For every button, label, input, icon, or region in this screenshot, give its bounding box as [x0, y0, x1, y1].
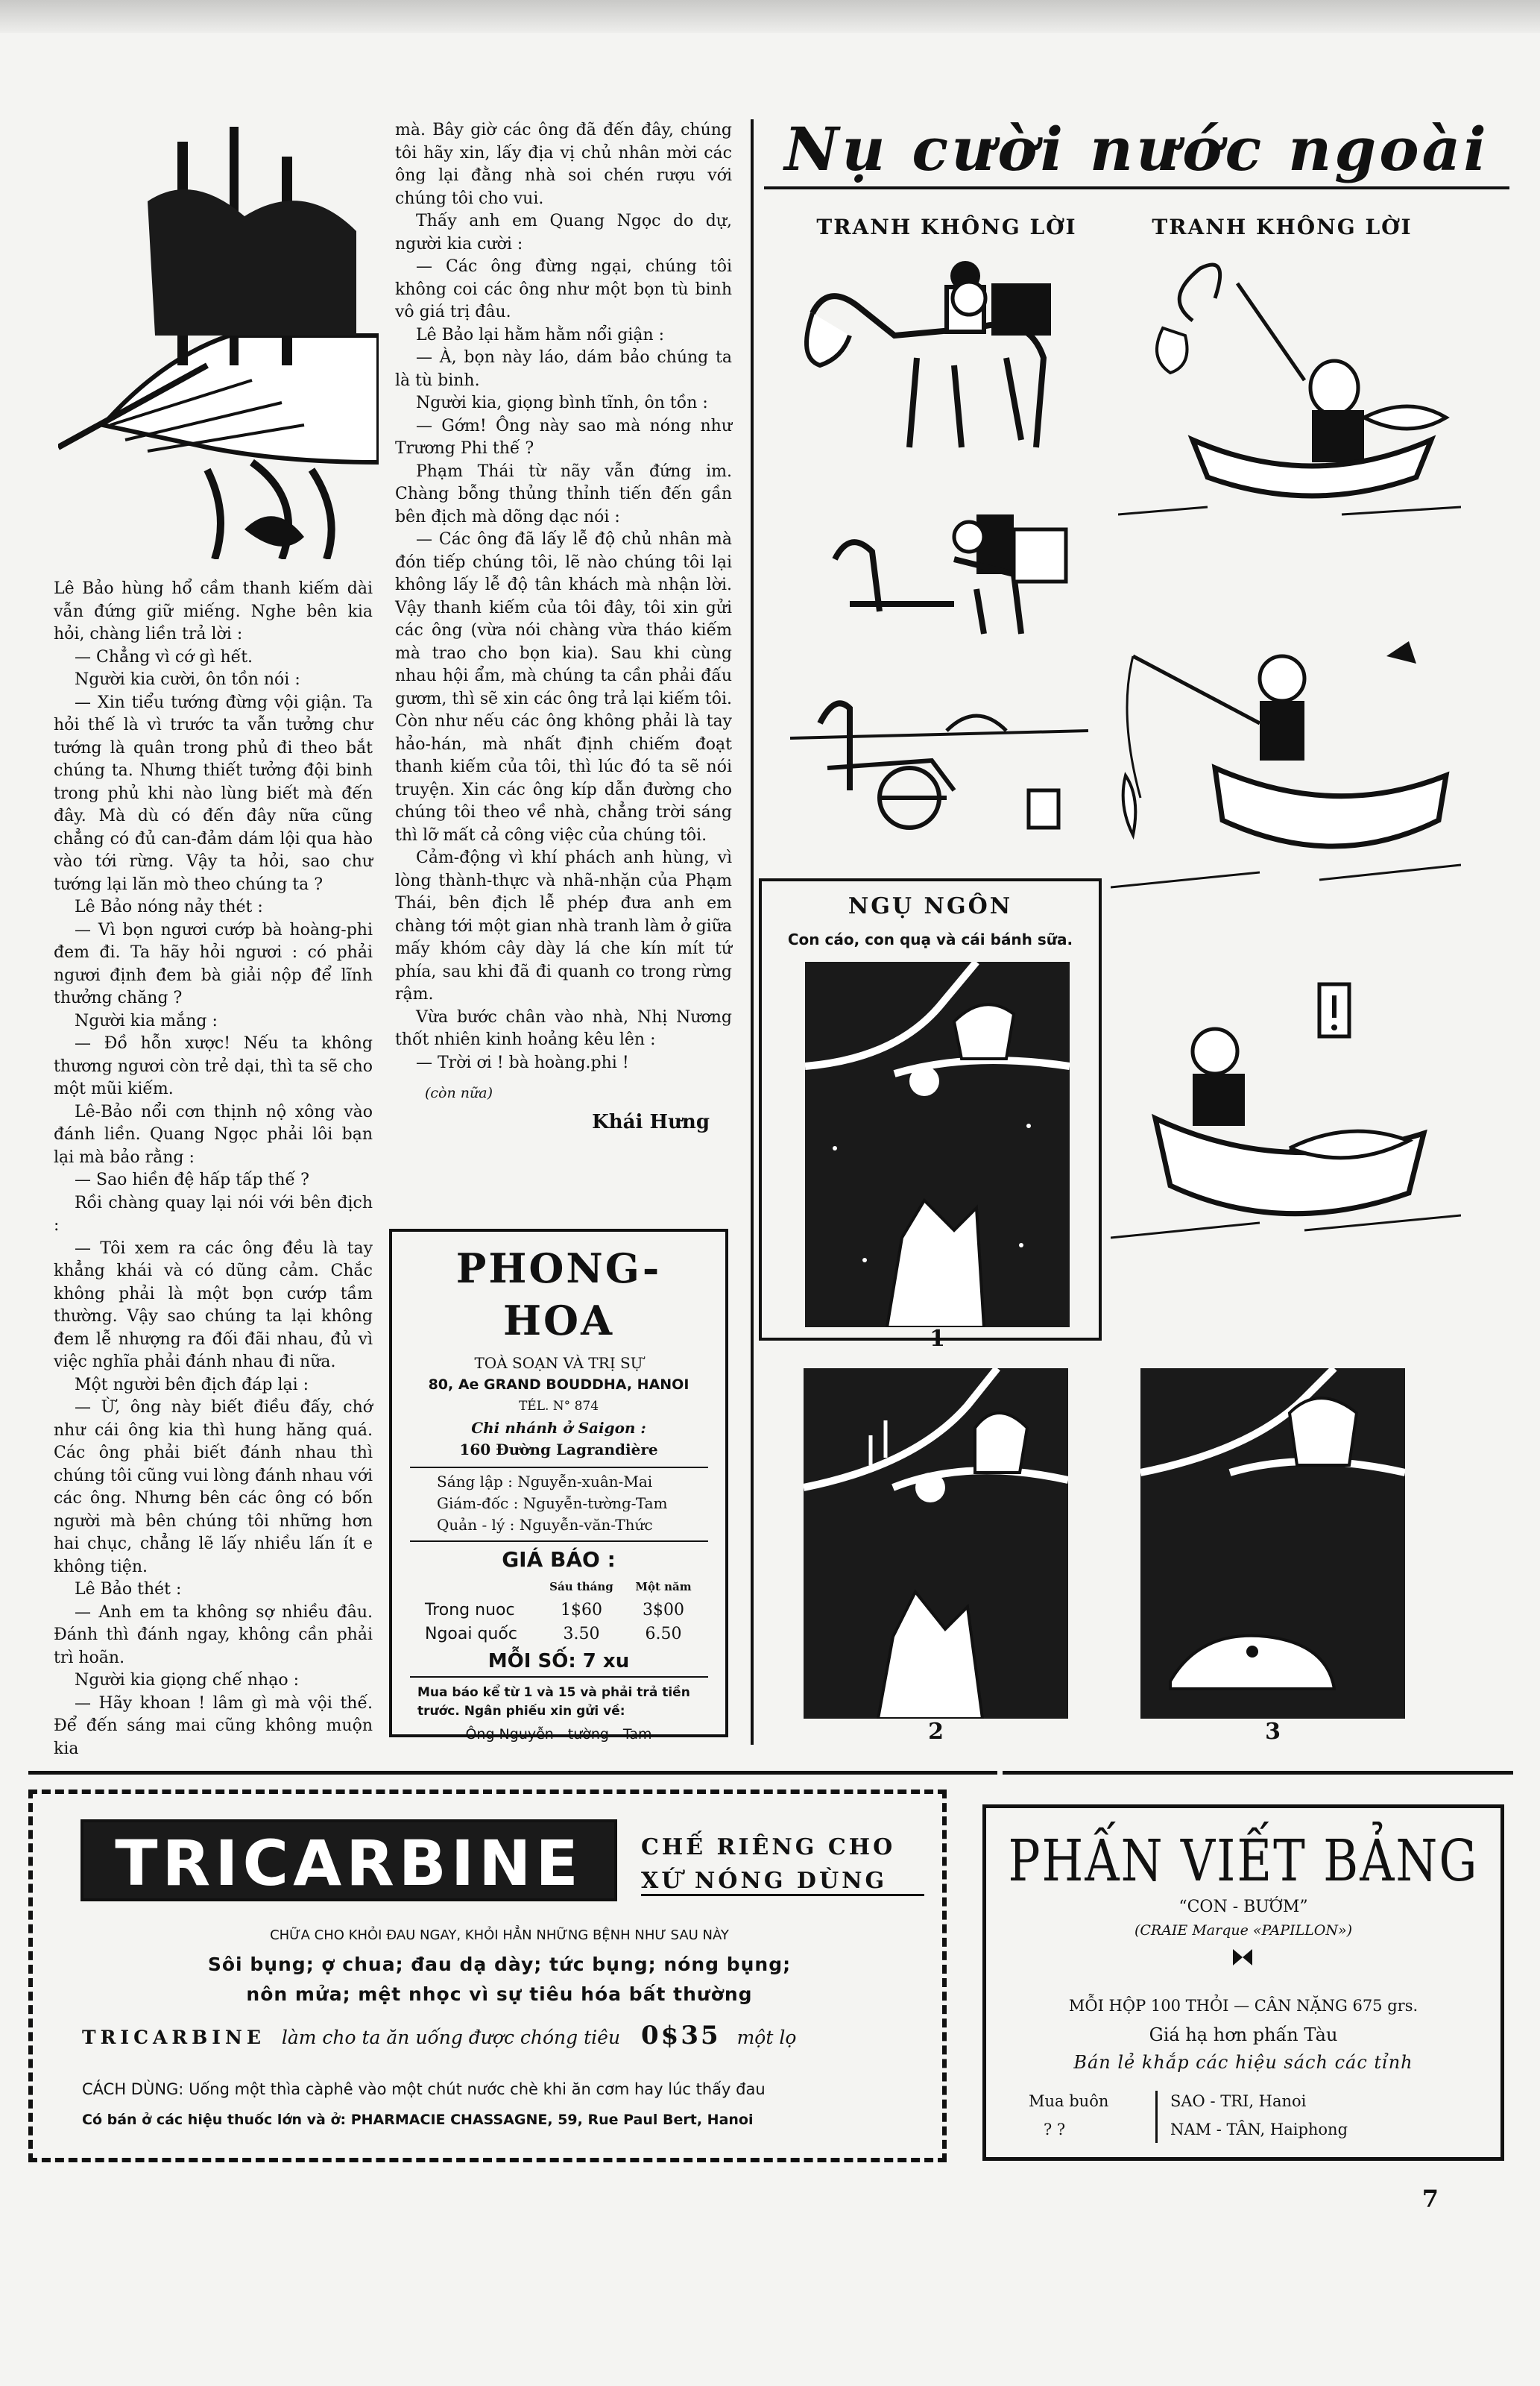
comic-fishing-panel-1 [1118, 254, 1461, 529]
office-label: TOÀ SOẠN VÀ TRỊ SỰ [474, 1354, 643, 1372]
price-col-head: Sáu tháng [549, 1580, 613, 1593]
shop-2: NAM - TÂN, Haiphong [1170, 2121, 1348, 2138]
paragraph: mà. Bây giờ các ông đã đến đây, chúng tôi hãy xin, lấy địa vị chủ nhân mời các ông lại đằng nhà soi chén rượu với chúng tôi cho vui. [395, 121, 732, 208]
staff-role: Giám-đốc : [437, 1494, 519, 1512]
comic-horse-panel-2 [790, 485, 1088, 656]
price-year: 6.50 [645, 1625, 682, 1643]
paragraph: Phạm Thái từ nãy vẫn đứng im. Chàng bỗng thủng thỉnh tiến đến gần bên địch mà dõng dạc nói : [395, 462, 732, 526]
paragraph: Cảm-động vì khí phách anh hùng, vì lòng thành-thực và nhã-nhặn của Phạm Thái, bên địch lễ phép đưa anh em chàng tới một gian nhà tranh làm ở giữa mấy khóm cây dày lá che kín mít tứ phía, sau khi đã đi quanh co trong rừng rậm. [395, 849, 732, 1004]
paragraph: — Trời ơi ! bà hoàng.phi ! [416, 1053, 629, 1072]
paragraph: Lê Bảo nóng nảy thét : [75, 898, 263, 916]
paragraph: Người kia cười, ôn tồn nói : [75, 670, 300, 689]
chalk-spec: MỖI HỘP 100 THỎI — CÂN NẶNG 675 grs. [1068, 1997, 1418, 2015]
price-year: 3$00 [643, 1601, 684, 1619]
paragraph: Thấy anh em Quang Ngọc do dự, người kia cười : [395, 212, 732, 254]
comics-section-title: Nụ cười nước ngoài [764, 112, 1509, 189]
paragraph: Lê Bảo lại hằm hằm nổi giận : [416, 325, 665, 344]
paragraph: — Chẳng vì cớ gì hết. [75, 647, 253, 667]
paragraph: — Gớm! Ông này sao mà nóng như Trương Phi thế ? [395, 416, 732, 458]
chalk-wholesale [1014, 2088, 1476, 2147]
fable-title: NGỤ NGÔN [848, 893, 1013, 919]
tricarbine-unit: một lọ [736, 2027, 797, 2048]
page-top-edge [0, 0, 1540, 33]
panel-number: 3 [1265, 1719, 1281, 1745]
paragraph: Người kia giọng chế nhạo : [75, 1671, 299, 1690]
tricarbine-line-4 [82, 2021, 932, 2050]
strip-title-right: TRANH KHÔNG LỜI [1152, 215, 1413, 239]
tricarbine-tagline-2: XỨ NÓNG DÙNG [641, 1868, 924, 1896]
panel-number: 2 [928, 1719, 944, 1745]
comic-fishing-panel-3 [1111, 969, 1461, 1253]
strip-title-left: TRANH KHÔNG LỜI [816, 215, 1077, 239]
paragraph: Vừa bước chân vào nhà, Nhị Nương thốt nhiên kinh hoảng kêu lên : [395, 1007, 732, 1049]
paragraph: Rồi chàng quay lại nói với bên địch : [54, 1193, 373, 1235]
paragraph: — Sao hiền đệ hấp tấp thế ? [75, 1171, 309, 1189]
paragraph: Lê Bảo thét : [75, 1580, 182, 1599]
butterfly-icon [1231, 1948, 1254, 1967]
page-number: 7 [1421, 2185, 1439, 2213]
tricarbine-line-2: Sôi bụng; ợ chua; đau dạ dày; tức bụng; nóng bụng; [207, 1954, 792, 1975]
story-column-1 [54, 578, 373, 1760]
tricarbine-line-4-text: làm cho ta ăn uống được chóng tiêu [281, 2027, 621, 2048]
comic-horse-panel-1 [783, 254, 1096, 477]
staff-name: Nguyễn-văn-Thức [519, 1516, 653, 1534]
masthead-box [389, 1229, 728, 1743]
paragraph: — Xin tiểu tướng đừng vội giận. Ta hỏi thế là vì trước ta vẫn tưởng chư tướng là quân trong phủ đi theo bắt chúng ta. Nhưng thiết tưởng đội binh trong phủ khi nào lùng biết mà đến đây. Mà dù có đến đây nữa cũng chẳng có đủ can-đảm dám lội qua hào vào tới rừng. Vậy ta hỏi, sao chư tướng lại lăn mò theo chúng ta ? [54, 693, 373, 894]
tricarbine-logo: TRICARBINE [81, 1819, 617, 1901]
branch-label: Chi nhánh ở Saigon : [471, 1419, 646, 1437]
per-issue-price: MỖI SỐ: 7 xu [410, 1646, 708, 1678]
price-col-head: Một năm [635, 1580, 692, 1593]
tricarbine-sold: Có bán ở các hiệu thuốc lớn và ở: PHARMACIE CHASSAGNE, 59, Rue Paul Bert, Hanoi [82, 2112, 754, 2128]
chalk-retail: Bán lẻ khắp các hiệu sách các tỉnh [1073, 2052, 1413, 2073]
comic-horse-panel-3 [783, 664, 1096, 850]
paragraph: Lê Bảo hùng hổ cầm thanh kiếm dài vẫn đứng giữ miếng. Nghe bên kia hỏi, chàng liền trả lời : [54, 579, 373, 643]
price-six: 3.50 [563, 1625, 600, 1643]
tricarbine-line-4-brand: TRICARBINE [82, 2027, 265, 2048]
staff-list [403, 1471, 715, 1536]
price-row [425, 1599, 701, 1622]
paragraph: — Vì bọn ngươi cướp bà hoàng-phi đem đi. Ta hãy hỏi ngươi : có phải ngươi định đem bà giải nộp để lĩnh thưởng chăng ? [54, 920, 373, 1007]
wholesale-label: Mua buôn [1029, 2092, 1109, 2110]
paragraph: Người kia, giọng bình tĩnh, ôn tồn : [416, 394, 708, 412]
divider [1003, 1771, 1513, 1775]
staff-name: Nguyễn-tường-Tam [523, 1494, 668, 1512]
price-label: Trong nuoc [425, 1601, 515, 1619]
divider [28, 1771, 997, 1775]
office-address: 80, Ae GRAND BOUDDHA, HANOI [428, 1376, 689, 1393]
staff-role: Sáng lập : [437, 1473, 513, 1491]
story-column-2 [395, 119, 732, 1133]
fable-panel-1 [805, 962, 1070, 1327]
panel-number: 1 [930, 1326, 945, 1352]
chalk-brand: “CON - BƯỚM” [1178, 1898, 1308, 1916]
staff-row [437, 1471, 715, 1493]
masthead-title: PHONG-HOA [455, 1244, 662, 1344]
chalk-title: PHẤN VIẾT BẢNG [1008, 1828, 1479, 1895]
tricarbine-tagline-1: CHẾ RIÊNG CHO [641, 1834, 896, 1860]
office-phone: TÉL. N° 874 [518, 1399, 599, 1414]
paragraph: — Hãy khoan ! lâm gì mà vội thế. Để đến sáng mai cũng không muộn kia [54, 1693, 373, 1758]
paragraph: Người kia mắng : [75, 1011, 218, 1030]
boat-illustration [58, 112, 379, 559]
column-divider [751, 119, 754, 1745]
fable-subtitle: Con cáo, con quạ và cái bánh sữa. [787, 931, 1073, 948]
wholesale-q: ? ? [1044, 2121, 1066, 2138]
tricarbine-price: 0$35 [641, 2021, 721, 2050]
branch-address: 160 Đường Lagrandière [459, 1441, 658, 1458]
price-table [425, 1575, 701, 1646]
paragraph: Lê-Bảo nổi cơn thịnh nộ xông vào đánh liền. Quang Ngọc phải lôi bạn lại mà bảo rằng : [54, 1102, 373, 1167]
paragraph: — Đồ hỗn xược! Nếu ta không thương ngươi còn trẻ dại, thì ta sẽ cho một mũi kiếm. [54, 1034, 373, 1098]
staff-row [437, 1514, 715, 1536]
fable-panel-3 [1140, 1368, 1405, 1719]
paragraph: Một người bên địch đáp lại : [75, 1375, 309, 1394]
author-name: Khái Hưng [592, 1110, 710, 1133]
tricarbine-usage: CÁCH DÙNG: Uống một thìa càphê vào một chút nước chè khi ăn cơm hay lúc thấy đau [82, 2080, 766, 2098]
price-title: GIÁ BÁO : [502, 1547, 616, 1572]
staff-row [437, 1493, 715, 1514]
tricarbine-line-1: CHỮA CHO KHỎI ĐAU NGAY, KHỎI HẲN NHỮNG BỆNH NHƯ SAU NÀY [270, 1927, 729, 1943]
tricarbine-line-3: nôn mửa; mệt nhọc vì sự tiêu hóa bất thường [246, 1983, 753, 2005]
continued-note: (còn nữa) [425, 1085, 493, 1101]
chalk-price: Giá hạ hơn phấn Tàu [1149, 2024, 1338, 2045]
paragraph: — Ừ, ông này biết điều đấy, chớ như cái ông kia thì hung hăng quá. Các ông phải biết đánh nhau thì chúng tôi cũng vui lòng đánh nhau với các ông. Nhưng bên các ông có bốn người mà bên chúng tôi những hơn hai chục, chẳng lẽ lấy nhiều lấn ít e không tiện. [54, 1398, 373, 1576]
price-six: 1$60 [561, 1601, 602, 1619]
fable-panel-2 [804, 1368, 1068, 1719]
price-row [425, 1622, 701, 1646]
subscription-contact: Ông Nguyễn - tường - Tam [465, 1726, 652, 1743]
paragraph: — Các ông đã lấy lễ độ chủ nhân mà đón tiếp chúng tôi, lẽ nào chúng tôi lại không lấy lễ độ tân khách mà nhận lời. Vậy thanh kiếm của tôi đây, tôi xin gửi các ông (vừa nói chàng vừa tháo kiếm mà trao cho bọn kia). Sau khi cùng nhau hội ẩm, mà chúng ta cần phải đấu gươm, thì sẽ xin các ông trả lại kiếm tôi. Còn như nếu các ông không phải là tay hảo-hán, mà nhất định chiếm đoạt thanh kiếm của tôi, thì lúc đó ta sẽ nói truyện. Xin các ông kíp dẫn đường cho chúng tôi theo về nhà, chẳng trời sáng thì lỡ mất cả công việc của chúng tôi. [395, 530, 732, 845]
price-label: Ngoai quốc [425, 1625, 517, 1643]
staff-name: Nguyễn-xuân-Mai [517, 1473, 653, 1491]
paragraph: — Các ông đừng ngại, chúng tôi không coi các ông như một bọn tù binh vô giá trị đâu. [395, 257, 732, 321]
comic-fishing-panel-2 [1111, 626, 1461, 902]
shop-1: SAO - TRI, Hanoi [1170, 2092, 1307, 2110]
staff-role: Quản - lý : [437, 1516, 515, 1534]
paragraph: — À, bọn này láo, dám bảo chúng ta là tù binh. [395, 348, 732, 390]
paragraph: — Tôi xem ra các ông đều là tay khẳng khái và có dũng cảm. Chắc không phải là một bọn cướp tầm thường. Vậy sao chúng ta lại không đem lễ nhượng ra đối đãi nhau, đủ vì việc nghĩa phải đánh nhau đi nữa. [54, 1238, 373, 1371]
chalk-brand-fr: (CRAIE Marque «PAPILLON») [1134, 1922, 1353, 1939]
paragraph: — Anh em ta không sợ nhiều đâu. Đánh thì đánh ngay, không cần phải trì hoãn. [54, 1602, 373, 1667]
subscription-note: Mua báo kể từ 1 và 15 và phải trả tiền trước. Ngân phiếu xin gửi về: [417, 1685, 690, 1719]
